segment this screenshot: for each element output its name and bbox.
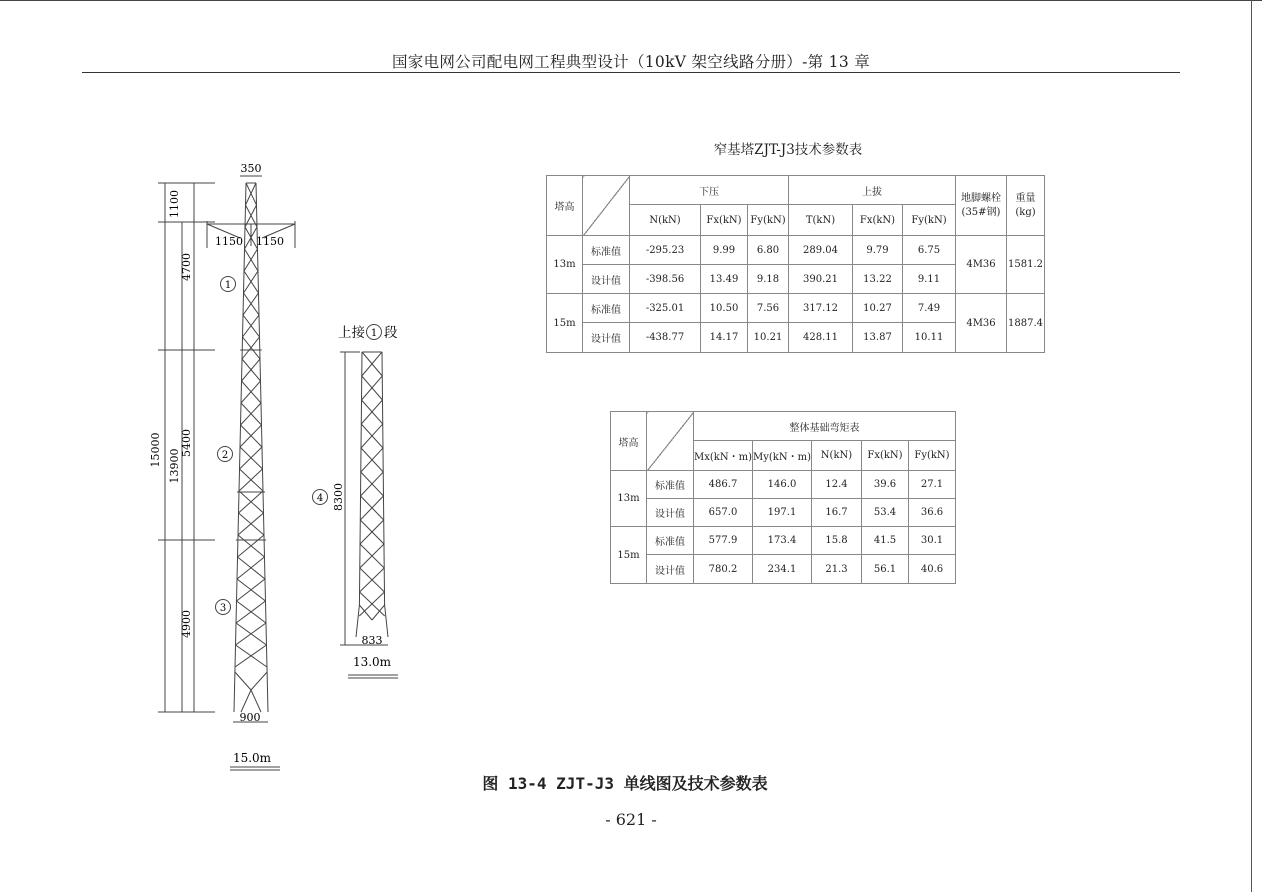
figure-caption: 图 13-4 ZJT-J3 单线图及技术参数表 <box>482 774 768 793</box>
t1-value-cell: 7.56 <box>748 294 789 323</box>
t2-value-cell: 197.1 <box>753 499 812 527</box>
segment-foot-right <box>385 605 388 637</box>
t1-type-cell: 标准值 <box>583 236 630 265</box>
t1-value-cell: 6.80 <box>748 236 789 265</box>
t2-value-cell: 657.0 <box>694 499 753 527</box>
t2-value-cell: 486.7 <box>694 471 753 499</box>
t1-subheader: Fx(kN) <box>701 205 748 236</box>
t1-header-down: 下压 <box>630 176 789 205</box>
t2-type-cell: 标准值 <box>647 471 694 499</box>
t2-subheader: N(kN) <box>811 441 861 471</box>
t2-subheader: Fy(kN) <box>908 441 955 471</box>
t1-weight-cell: 1887.4 <box>1007 294 1045 353</box>
t1-value-cell: 428.11 <box>789 323 853 353</box>
tower-foot-brace <box>251 690 261 712</box>
table1-title: 窄基塔ZJT-J3技术参数表 <box>713 142 863 158</box>
t2-height-cell: 15m <box>611 527 647 584</box>
section-2-label: 2 <box>221 450 229 461</box>
t1-value-cell: 390.21 <box>789 265 853 294</box>
t1-subheader: T(kN) <box>789 205 853 236</box>
tower-leg-left <box>235 183 246 672</box>
t2-value-cell: 41.5 <box>861 527 908 555</box>
segment-title-suffix: 段 <box>384 325 398 341</box>
t1-type-cell: 标准值 <box>583 294 630 323</box>
dim-4900: 4900 <box>180 610 193 638</box>
t1-subheader: Fy(kN) <box>748 205 789 236</box>
t2-value-cell: 56.1 <box>861 555 908 584</box>
t1-value-cell: 7.49 <box>903 294 956 323</box>
section-4-label: 4 <box>316 493 324 504</box>
segment-foot-left <box>356 605 359 637</box>
t1-value-cell: 9.18 <box>748 265 789 294</box>
t1-header-weight: 重量 (kg) <box>1007 176 1045 236</box>
segment-height-label: 13.0m <box>352 655 392 669</box>
t1-value-cell: 13.49 <box>701 265 748 294</box>
section-1-label: 1 <box>224 280 232 291</box>
tower-foot-left <box>234 672 235 712</box>
t2-subheader: Mx(kN・m) <box>694 441 753 471</box>
t1-type-cell: 设计值 <box>583 265 630 294</box>
section-3-label: 3 <box>219 603 227 614</box>
t1-value-cell: -295.23 <box>630 236 701 265</box>
t1-value-cell: 10.21 <box>748 323 789 353</box>
dim-8300: 8300 <box>332 483 345 511</box>
t2-value-cell: 36.6 <box>908 499 955 527</box>
segment-foot-brace <box>359 605 372 620</box>
t2-value-cell: 16.7 <box>811 499 861 527</box>
t1-value-cell: 13.87 <box>853 323 903 353</box>
t1-height-cell: 15m <box>547 294 583 353</box>
t2-value-cell: 146.0 <box>753 471 812 499</box>
t1-height-cell: 13m <box>547 236 583 294</box>
segment-foot-brace <box>372 605 385 620</box>
page-number: - 621 - <box>605 810 657 829</box>
t2-header-group: 整体基础弯矩表 <box>694 412 956 441</box>
t1-header-tower-height: 塔高 <box>547 176 583 236</box>
t1-value-cell: 9.11 <box>903 265 956 294</box>
t2-value-cell: 30.1 <box>908 527 955 555</box>
t1-value-cell: 14.17 <box>701 323 748 353</box>
segment-13m-drawing <box>340 352 398 678</box>
t2-value-cell: 234.1 <box>753 555 812 584</box>
dim-13900: 13900 <box>168 448 181 484</box>
segment-base-width-label: 833 <box>361 634 383 647</box>
t1-value-cell: 9.79 <box>853 236 903 265</box>
dim-4700: 4700 <box>180 253 193 281</box>
t1-subheader: Fy(kN) <box>903 205 956 236</box>
t2-type-cell: 设计值 <box>647 499 694 527</box>
t1-value-cell: 10.11 <box>903 323 956 353</box>
t1-bolt-cell: 4M36 <box>956 236 1007 294</box>
header-title: 国家电网公司配电网工程典型设计（10kV 架空线路分册）-第 13 章 <box>391 53 871 71</box>
top-width-label: 350 <box>240 162 262 175</box>
t1-value-cell: 289.04 <box>789 236 853 265</box>
t2-subheader: Fx(kN) <box>861 441 908 471</box>
tower-foot-brace <box>251 672 267 690</box>
base-width-label: 900 <box>239 711 261 724</box>
t2-header-tower-height: 塔高 <box>611 412 647 471</box>
tower-foot-right <box>267 672 268 712</box>
crossarm-left-label: 1150 <box>215 235 243 248</box>
t2-value-cell: 40.6 <box>908 555 955 584</box>
t1-value-cell: -398.56 <box>630 265 701 294</box>
tower-foot-brace <box>241 690 251 712</box>
t2-value-cell: 577.9 <box>694 527 753 555</box>
dim-5400: 5400 <box>180 429 193 457</box>
t1-value-cell: 9.99 <box>701 236 748 265</box>
t2-value-cell: 21.3 <box>811 555 861 584</box>
t1-weight-cell: 1581.2 <box>1007 236 1045 294</box>
t1-value-cell: 13.22 <box>853 265 903 294</box>
tower-leg-right <box>256 183 267 672</box>
t1-value-cell: 10.27 <box>853 294 903 323</box>
t1-value-cell: 6.75 <box>903 236 956 265</box>
t2-header-diagonal <box>647 412 694 471</box>
t1-header-up: 上拔 <box>789 176 956 205</box>
tower-foot-brace <box>235 672 251 690</box>
t2-subheader: My(kN・m) <box>753 441 812 471</box>
t2-value-cell: 15.8 <box>811 527 861 555</box>
tower-height-label: 15.0m <box>232 751 272 765</box>
t1-value-cell: 10.50 <box>701 294 748 323</box>
t2-value-cell: 173.4 <box>753 527 812 555</box>
dim-15000: 15000 <box>149 432 162 468</box>
t2-value-cell: 27.1 <box>908 471 955 499</box>
t1-header-diagonal <box>583 176 630 236</box>
t2-type-cell: 标准值 <box>647 527 694 555</box>
t1-bolt-cell: 4M36 <box>956 294 1007 353</box>
t2-type-cell: 设计值 <box>647 555 694 584</box>
foundation-moment-table <box>610 411 956 584</box>
t2-height-cell: 13m <box>611 471 647 527</box>
technical-parameter-table <box>546 175 1045 353</box>
t1-subheader: N(kN) <box>630 205 701 236</box>
t1-header-bolt: 地脚螺栓 (35#钢) <box>956 176 1007 236</box>
t2-value-cell: 39.6 <box>861 471 908 499</box>
segment-title-prefix: 上接 <box>338 325 365 341</box>
t1-subheader: Fx(kN) <box>853 205 903 236</box>
t1-type-cell: 设计值 <box>583 323 630 353</box>
t2-value-cell: 780.2 <box>694 555 753 584</box>
segment-title-section: 1 <box>370 328 378 339</box>
t1-value-cell: 317.12 <box>789 294 853 323</box>
t1-value-cell: -325.01 <box>630 294 701 323</box>
t2-value-cell: 53.4 <box>861 499 908 527</box>
crossarm-right-label: 1150 <box>256 235 284 248</box>
dim-1100: 1100 <box>168 190 181 218</box>
t2-value-cell: 12.4 <box>811 471 861 499</box>
t1-value-cell: -438.77 <box>630 323 701 353</box>
